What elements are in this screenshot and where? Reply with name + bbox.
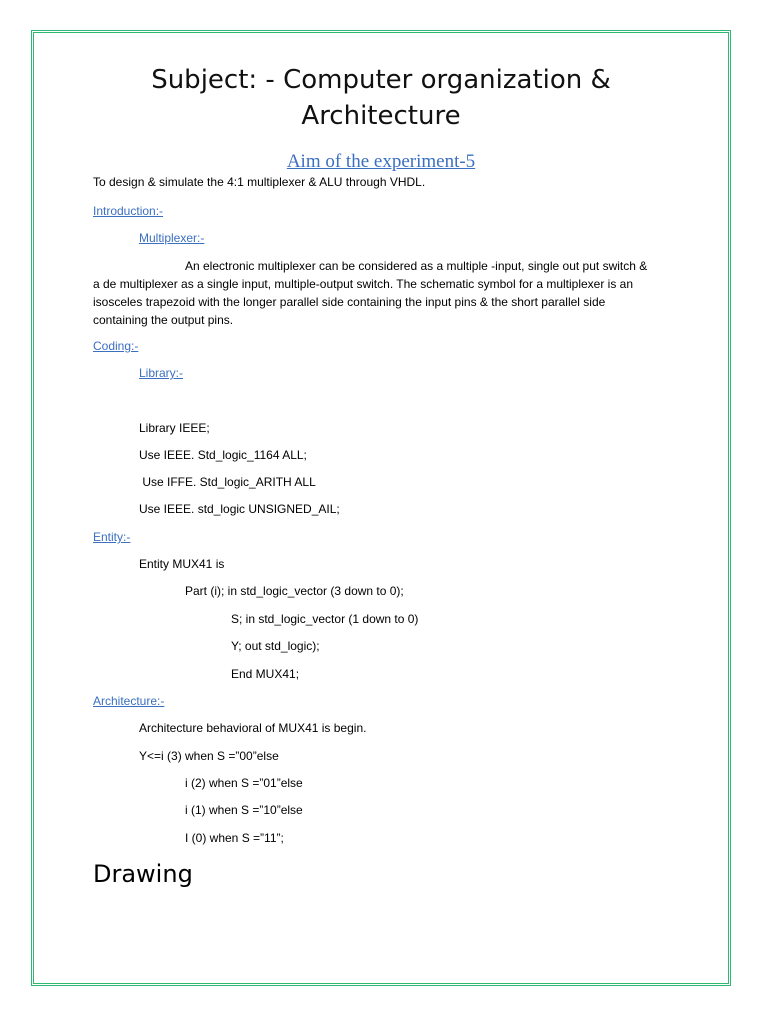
- code-line: Y; out std_logic);: [231, 639, 320, 653]
- subject-title-line2: Architecture: [301, 101, 461, 131]
- library-heading: Library:-: [139, 366, 184, 380]
- aim-heading: Aim of the experiment-5: [286, 151, 476, 172]
- code-line: Architecture behavioral of MUX41 is begin.: [139, 721, 367, 735]
- code-line: S; in std_logic_vector (1 down to 0): [231, 612, 419, 626]
- code-line: Library IEEE;: [139, 421, 210, 435]
- code-line: Entity MUX41 is: [139, 557, 225, 571]
- code-line: Part (i); in std_logic_vector (3 down to 0);: [185, 584, 404, 598]
- architecture-heading: Architecture:-: [93, 694, 165, 708]
- code-line: i (2) when S =”01”else: [185, 776, 303, 790]
- page-border: [31, 30, 731, 986]
- multiplexer-heading: Multiplexer:-: [139, 231, 205, 245]
- code-line: Y<=i (3) when S =”00”else: [139, 749, 279, 763]
- introduction-heading: Introduction:-: [93, 204, 164, 218]
- code-line: Use IFFE. Std_logic_ARITH ALL: [139, 475, 316, 489]
- objective-text: To design & simulate the 4:1 multiplexer & ALU through VHDL.: [93, 175, 426, 189]
- code-line: End MUX41;: [231, 667, 300, 681]
- drawing-heading: Drawing: [93, 860, 193, 888]
- code-line: I (0) when S =”11”;: [185, 831, 284, 845]
- code-line: Use IEEE. std_logic UNSIGNED_AIL;: [139, 502, 340, 516]
- multiplexer-paragraph: An electronic multiplexer can be considered as a multiple -input, single out put switch & a de multiplexer as a single input, multiple-output switch. The schematic symbol for a multiplexer is an isosceles trapezoid with the longer parallel side containing the input pins & the short parallel side containing the output pins.: [93, 259, 648, 327]
- entity-heading: Entity:-: [93, 530, 131, 544]
- coding-heading: Coding:-: [93, 339, 139, 353]
- subject-title-line1: Subject: - Computer organization &: [151, 65, 611, 95]
- code-line: i (1) when S =”10”else: [185, 803, 303, 817]
- code-line: Use IEEE. Std_logic_1164 ALL;: [139, 448, 307, 462]
